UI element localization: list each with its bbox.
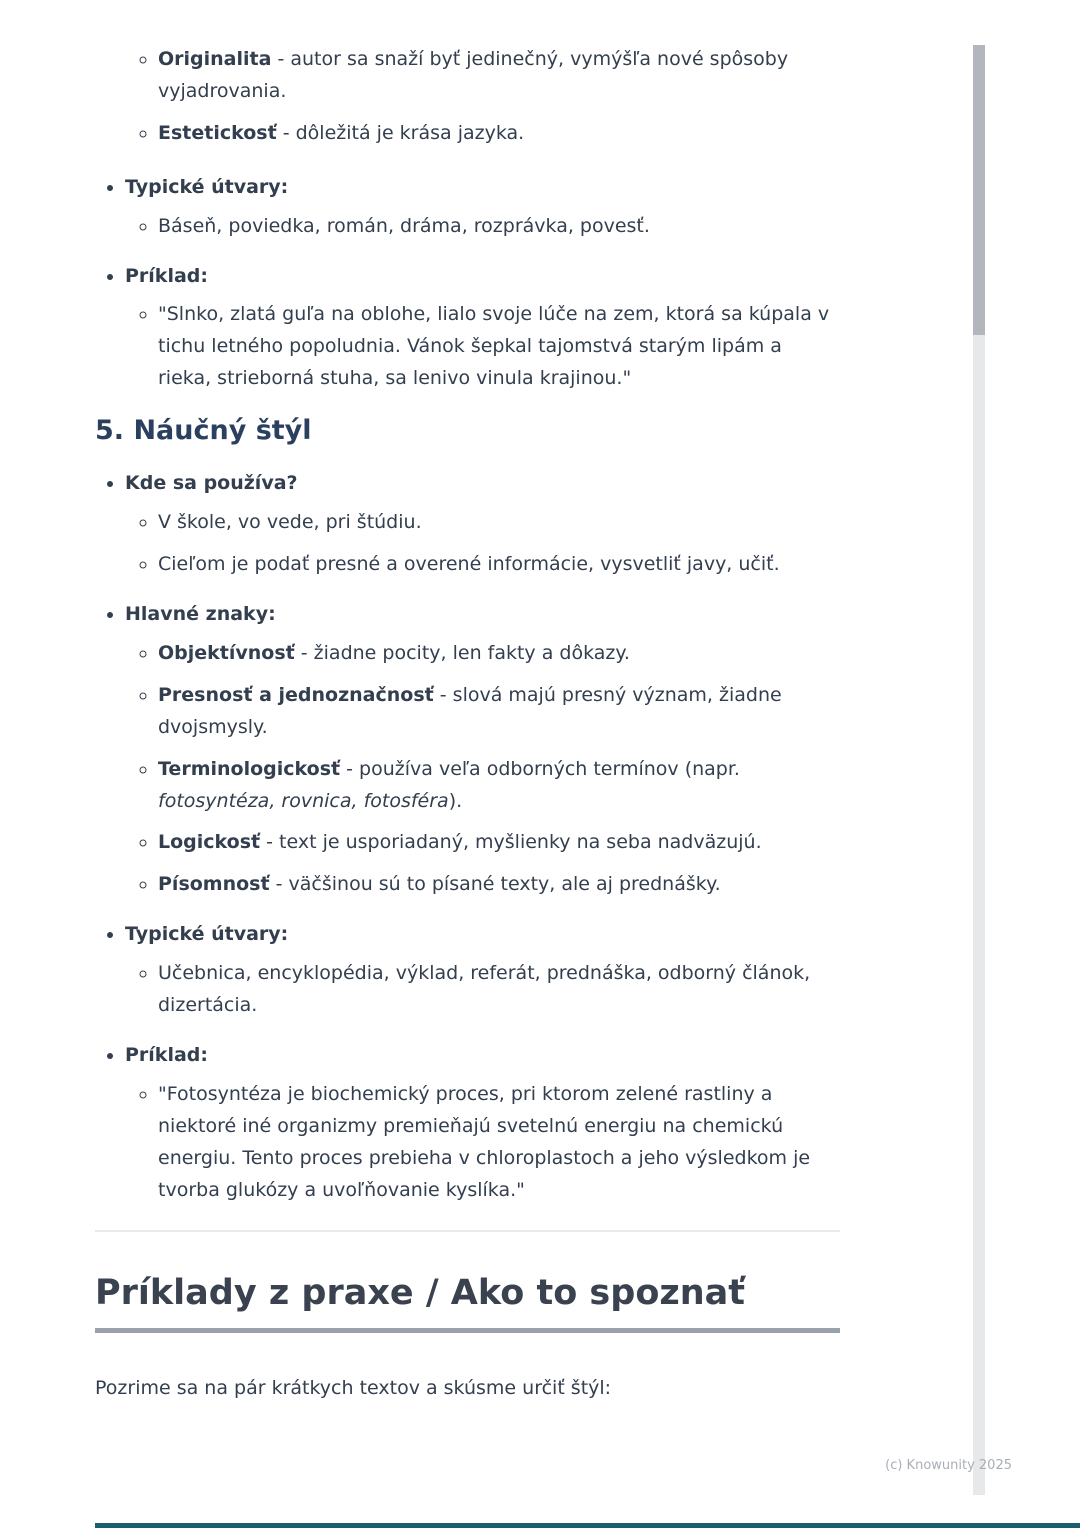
group-list <box>95 1040 840 1207</box>
list-item <box>158 299 840 395</box>
group-label: Typické útvary: <box>125 923 289 946</box>
item-text: Učebnica, encyklopédia, výklad, referát, prednáška, odborný článok, dizertácia. <box>158 962 811 1017</box>
item-text: Cieľom je podať presné a overené informácie, vysvetliť javy, učiť. <box>158 553 780 576</box>
heading-underline-rule <box>95 1328 840 1333</box>
trait-text: - slová majú presný význam, žiadne dvojsmysly. <box>158 683 782 738</box>
list-item <box>158 680 840 744</box>
trait-term: Presnosť a jednoznačnosť <box>158 683 434 706</box>
sublist <box>125 211 840 243</box>
trait-term: Logickosť <box>158 831 261 854</box>
group-list <box>95 919 840 1022</box>
item-text: Báseň, poviedka, román, dráma, rozprávka, povesť. <box>158 214 650 237</box>
list-item <box>158 958 840 1022</box>
trait-text: - text je usporiadaný, myšlienky na seba nadväzujú. <box>260 831 762 854</box>
quote-text: "Slnko, zlatá guľa na oblohe, lialo svoje lúče na zem, ktorá sa kúpala v tichu letného popoludnia. Vánok šepkal tajomstvá starým lipám a rieka, strieborná stuha, sa lenivo vinula krajinou." <box>158 303 830 390</box>
list-item <box>125 1040 840 1207</box>
list-item <box>158 211 840 243</box>
trait-italic-examples: fotosyntéza, rovnica, fotosféra <box>158 789 449 812</box>
list-item <box>158 827 840 859</box>
trait-sublist <box>95 44 840 150</box>
list-item <box>125 261 840 396</box>
sublist <box>125 507 840 581</box>
trait-text-tail: ). <box>448 789 463 812</box>
section-divider <box>95 1230 840 1232</box>
scrollbar-track[interactable] <box>973 45 985 1495</box>
list-item <box>158 118 840 150</box>
group-label: Kde sa používa? <box>125 472 298 495</box>
list-item <box>158 44 840 108</box>
trait-text: - žiadne pocity, len fakty a dôkazy. <box>294 641 630 664</box>
copyright-credit: (c) Knowunity 2025 <box>885 1458 1012 1473</box>
trait-term: Terminologickosť <box>158 757 341 780</box>
group-list <box>95 599 840 901</box>
list-item <box>158 549 840 581</box>
intro-paragraph: Pozrime sa na pár krátkych textov a skúsme určiť štýl: <box>95 1377 612 1400</box>
trait-term: Originalita <box>158 48 272 70</box>
sublist <box>125 299 840 395</box>
trait-text: - autor sa snaží byť jedinečný, vymýšľa nové spôsoby vyjadrovania. <box>158 48 789 102</box>
group-label: Príklad: <box>125 1043 208 1066</box>
item-text: V škole, vo vede, pri štúdiu. <box>158 511 422 534</box>
group-list <box>95 468 840 581</box>
quote-text: "Fotosyntéza je biochemický proces, pri ktorom zelené rastliny a niektoré iné organizmy premieňajú svetelnú energiu na chemickú energiu. Tento proces prebieha v chloroplastoch a jeho výsledkom je tvorba glukózy a uvoľňovanie kyslíka." <box>158 1082 811 1201</box>
section-heading-naucny-styl: 5. Náučný štýl <box>95 415 312 447</box>
trait-text: - väčšinou sú to písané texty, ale aj prednášky. <box>269 873 721 896</box>
list-item <box>125 919 840 1022</box>
sublist <box>125 1079 840 1207</box>
group-label: Hlavné znaky: <box>125 602 276 625</box>
group-label: Typické útvary: <box>125 175 289 198</box>
document-content <box>95 44 840 1405</box>
list-item <box>125 599 840 901</box>
trait-term: Písomnosť <box>158 873 270 896</box>
sublist <box>125 638 840 901</box>
trait-term: Objektívnosť <box>158 641 295 664</box>
trait-term: Estetickosť <box>158 121 277 144</box>
list-item <box>158 1079 840 1207</box>
group-label: Príklad: <box>125 264 208 287</box>
list-item <box>125 468 840 581</box>
group-list <box>95 261 840 396</box>
list-item <box>158 754 840 818</box>
list-item <box>158 507 840 539</box>
sublist <box>125 958 840 1022</box>
page-bottom-accent-bar <box>95 1523 1080 1528</box>
trait-text: - dôležitá je krása jazyka. <box>276 121 525 144</box>
list-item <box>158 869 840 901</box>
scrollbar-thumb[interactable] <box>973 45 985 335</box>
list-item <box>158 638 840 670</box>
trait-text: - používa veľa odborných termínov (napr. <box>340 757 740 780</box>
list-item <box>125 172 840 243</box>
page-heading-examples: Príklady z praxe / Ako to spoznať <box>95 1273 745 1314</box>
group-list <box>95 172 840 243</box>
